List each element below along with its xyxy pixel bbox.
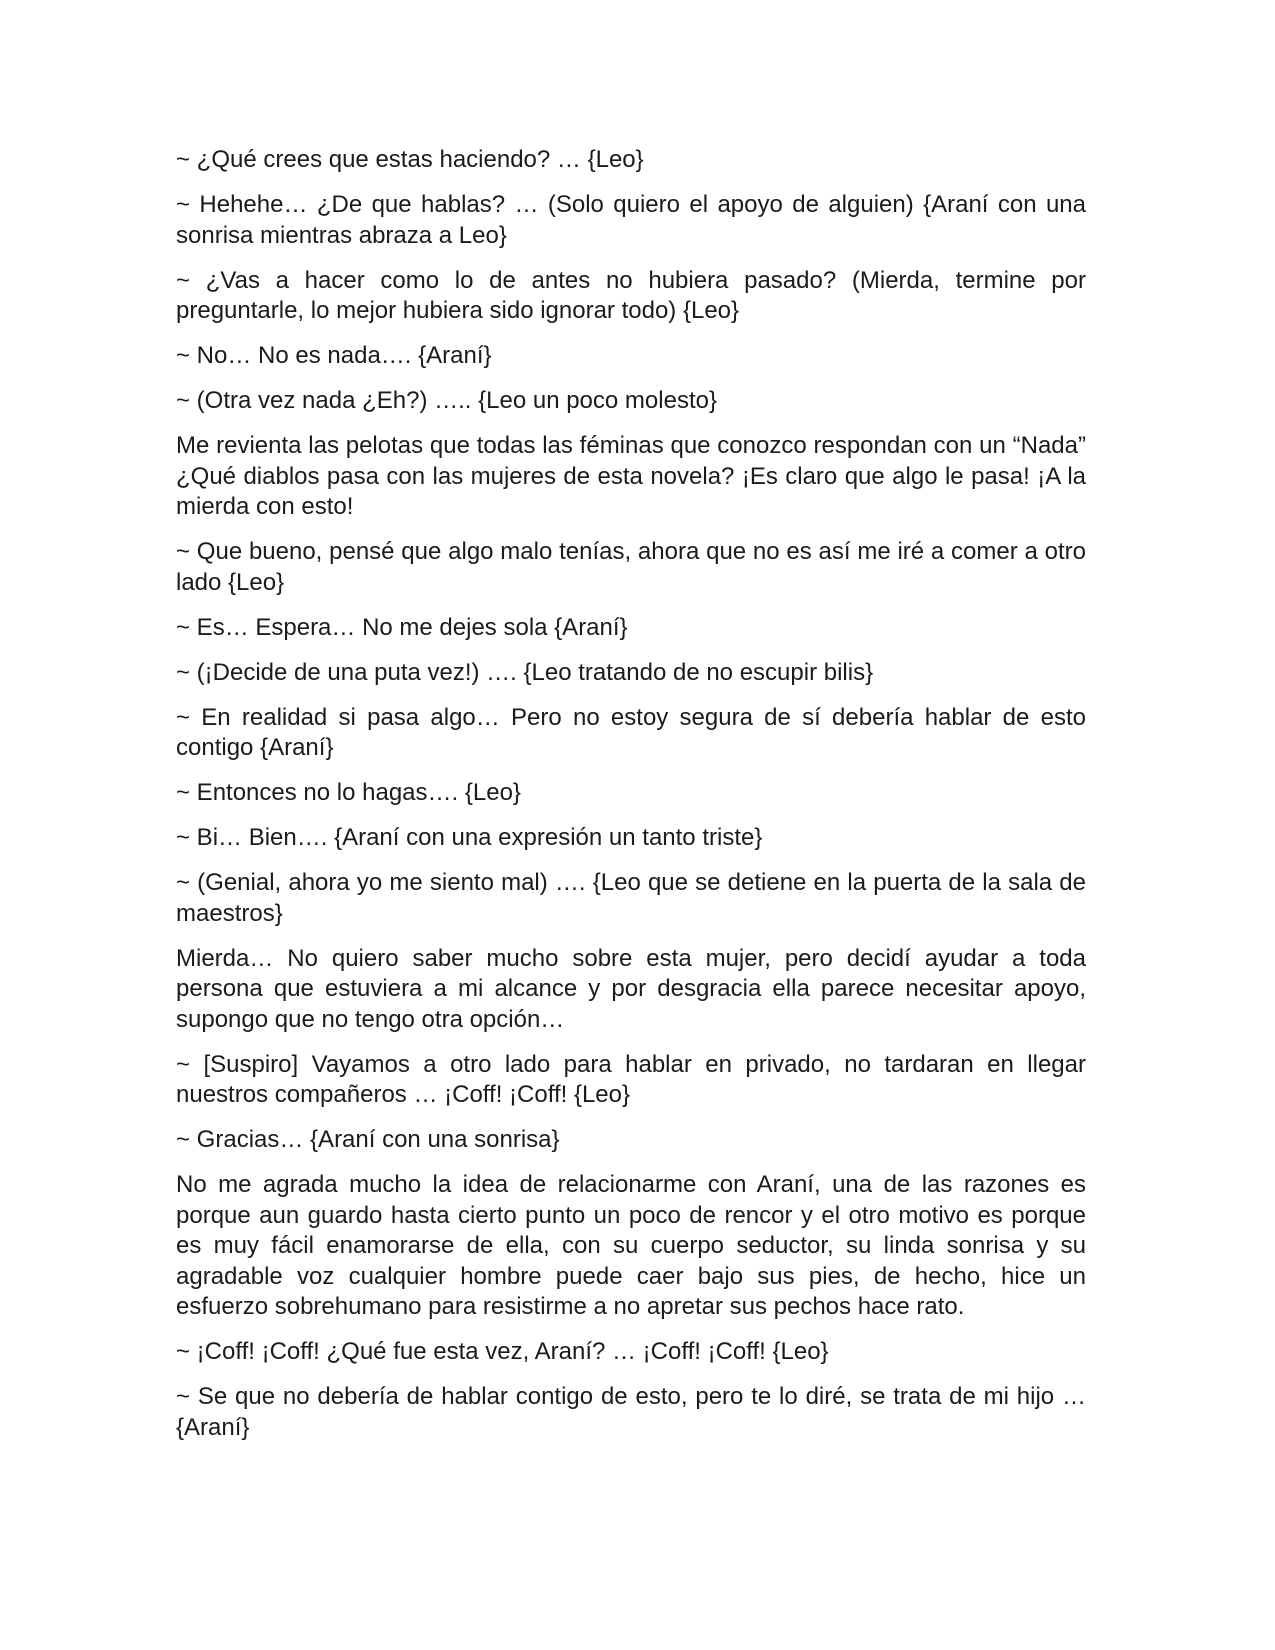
paragraph: Mierda… No quiero saber mucho sobre esta mujer, pero decidí ayudar a toda persona que estuviera a mi alcance y por desgracia ella parece necesitar apoyo, supongo que no tengo otra opción… [176,944,1086,1033]
paragraph: ~ (Genial, ahora yo me siento mal) …. {Leo que se detiene en la puerta de la sala de maestros} [176,869,1086,927]
paragraph: ~ ¿Qué crees que estas haciendo? … {Leo} [176,146,644,173]
paragraph: ~ Bi… Bien…. {Araní con una expresión un tanto triste} [176,824,763,851]
paragraph: ~ Se que no debería de hablar contigo de esto, pero te lo diré, se trata de mi hijo … {Araní} [176,1383,1086,1441]
paragraph: ~ (¡Decide de una puta vez!) …. {Leo tratando de no escupir bilis} [176,658,874,686]
paragraph: ~ Gracias… {Araní con una sonrisa} [176,1126,560,1153]
paragraph: ~ En realidad si pasa algo… Pero no estoy segura de sí debería hablar de esto contigo {Araní} [176,703,1086,761]
paragraph: ~ Que bueno, pensé que algo malo tenías, ahora que no es así me iré a comer a otro lado {Leo} [176,538,1086,596]
paragraph: ~ [Suspiro] Vayamos a otro lado para hablar en privado, no tardaran en llegar nuestros compañeros … ¡Coff! ¡Coff! {Leo} [176,1050,1086,1108]
paragraph: ~ ¿Vas a hacer como lo de antes no hubiera pasado? (Mierda, termine por preguntarle, lo mejor hubiera sido ignorar todo) {Leo} [176,266,1086,324]
paragraph: Me revienta las pelotas que todas las féminas que conozco respondan con un “Nada” ¿Qué diablos pasa con las mujeres de esta novela? ¡Es claro que algo le pasa! ¡A la mierda con esto! [176,432,1086,520]
paragraph: ~ ¡Coff! ¡Coff! ¿Qué fue esta vez, Araní? … ¡Coff! ¡Coff! {Leo} [176,1338,829,1365]
paragraph: No me agrada mucho la idea de relacionarme con Araní, una de las razones es porque aun guardo hasta cierto punto un poco de rencor y el otro motivo es porque es muy fácil enamorarse de ella, con su cuerpo seductor, su linda sonrisa y su agradable voz cualquier hombre puede caer bajo sus pies, de hecho, hice un esfuerzo sobrehumano para resistirme a no apretar sus pechos hace rato. [176,1171,1086,1320]
paragraph: ~ Hehehe… ¿De que hablas? … (Solo quiero el apoyo de alguien) {Araní con una sonrisa mientras abraza a Leo} [176,191,1086,249]
paragraph: ~ Entonces no lo hagas…. {Leo} [176,779,521,806]
paragraph: ~ (Otra vez nada ¿Eh?) ….. {Leo un poco molesto} [176,387,717,414]
document-body [176,145,1086,1458]
paragraph: ~ Es… Espera… No me dejes sola {Araní} [176,613,628,641]
paragraph: ~ No… No es nada…. {Araní} [176,342,492,369]
